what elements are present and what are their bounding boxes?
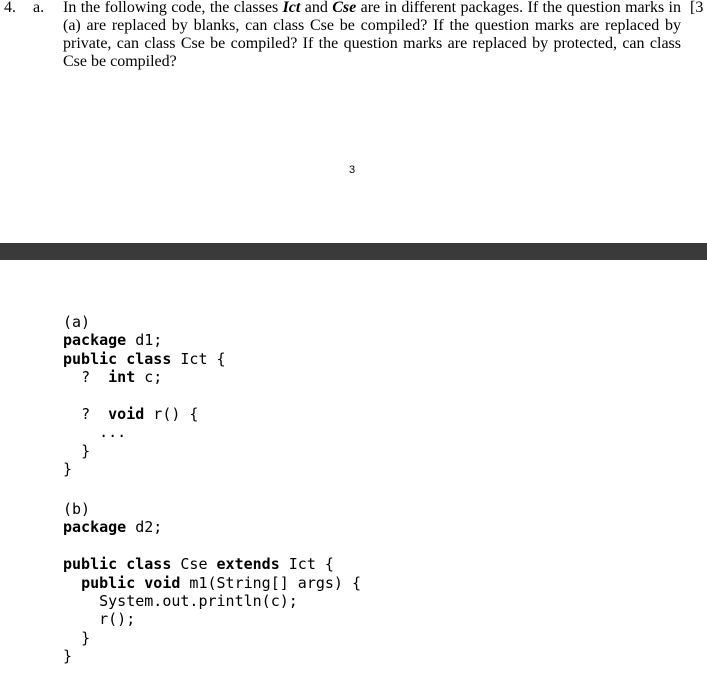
page-divider	[0, 243, 707, 260]
page-number: 3	[349, 164, 356, 176]
code-block-b: (b) package d2; public class Cse extends Ict { public void m1(String[] args) { System.out.println(c); r(); } }	[63, 500, 362, 666]
class-name-cse: Cse	[332, 0, 357, 16]
code-b-label: (b)	[63, 500, 91, 518]
marks-label: [3	[690, 0, 704, 16]
question-part: a.	[33, 0, 45, 16]
question-text: In the following code, the classes Ict and Cse are in different packages. If the question marks in (a) are replaced by blanks, can class Cse be compiled? If the question marks are replaced by private, can class Cse be compiled? If the question marks are replaced by protected, can class Cse be compiled?	[63, 0, 682, 70]
code-block-a: (a) package d1; public class Ict { ? int c; ? void r() { ... } }	[63, 313, 226, 479]
class-name-ict: Ict	[282, 0, 301, 16]
question-number: 4.	[4, 0, 16, 16]
code-a-label: (a)	[63, 313, 91, 331]
